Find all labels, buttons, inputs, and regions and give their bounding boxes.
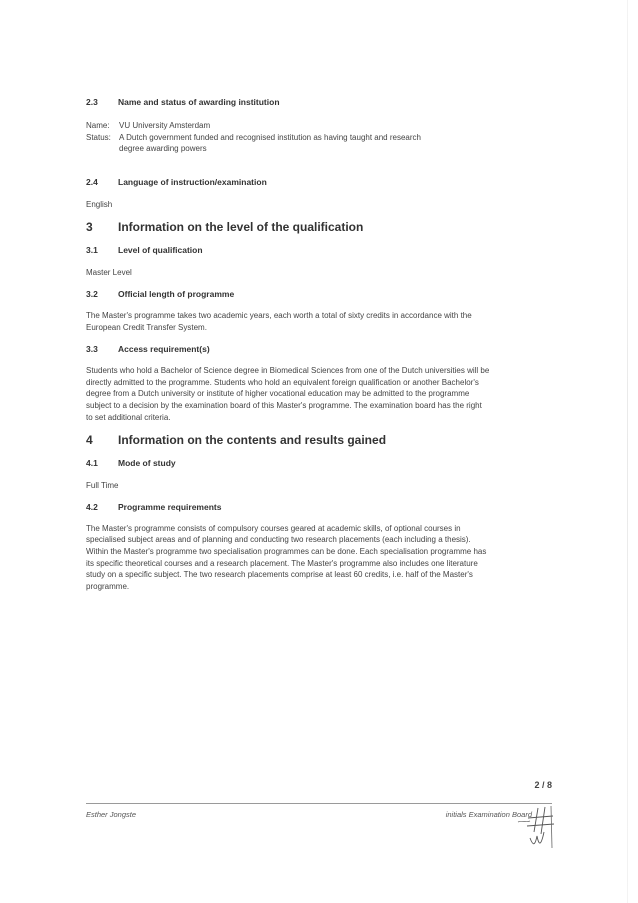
footer-initials-label: initials Examination Board <box>445 810 532 819</box>
paragraph-line: degree from a Dutch university or institute of higher vocational education may be admitted to the programme <box>86 389 470 399</box>
footer-author: Esther Jongste <box>86 810 137 819</box>
length-paragraph <box>86 310 556 333</box>
section-number: 3.3 <box>86 344 98 355</box>
section-title: Information on the contents and results gained <box>118 433 387 448</box>
section-number: 4.2 <box>86 501 98 512</box>
paragraph-line: Within the Master's programme two specialisation programmes can be done. Each specialisation programme has <box>86 546 487 556</box>
section-number: 3.2 <box>86 288 98 299</box>
paragraph-line: The Master's programme takes two academic years, each worth a total of sixty credits in accordance with the <box>86 310 472 320</box>
paragraph-line: European Credit Transfer System. <box>86 322 207 332</box>
paragraph-line: programme. <box>86 581 130 591</box>
institution-status-row <box>86 132 556 155</box>
paragraph-line: directly admitted to the programme. Students who hold an equivalent foreign qualification or another Bachelor's <box>86 377 479 387</box>
section-4-heading <box>86 433 556 447</box>
paragraph-line: The Master's programme consists of compulsory courses geared at academic skills, of optional courses in <box>86 523 461 533</box>
section-number: 2.3 <box>86 97 98 107</box>
section-3-1-heading <box>86 245 556 255</box>
section-title: Official length of programme <box>118 288 235 299</box>
section-title: Level of qualification <box>118 245 203 256</box>
footer-divider <box>86 803 552 804</box>
section-title: Programme requirements <box>118 501 222 512</box>
section-3-3-heading <box>86 344 556 354</box>
section-title: Mode of study <box>118 458 176 469</box>
section-3-2-heading <box>86 289 556 299</box>
section-2-3-heading <box>86 97 556 107</box>
section-number: 3.1 <box>86 245 98 256</box>
requirements-paragraph <box>86 523 556 593</box>
document-content <box>86 97 556 592</box>
paragraph-line: Students who hold a Bachelor of Science degree in Biomedical Sciences from one of the Dutch universities will be <box>86 366 490 376</box>
paragraph-line: specialised subject areas and of planning and conducting two research placements (each including a thesis). <box>86 535 471 545</box>
institution-name-row <box>86 120 556 132</box>
section-title: Access requirement(s) <box>118 344 210 355</box>
level-value: Master Level <box>86 268 132 278</box>
section-3-heading <box>86 220 556 234</box>
paragraph-line: to set additional criteria. <box>86 412 171 422</box>
section-number: 4.1 <box>86 458 98 469</box>
section-title: Language of instruction/examination <box>118 176 267 187</box>
status-line: A Dutch government funded and recognised institution as having taught and research <box>119 132 421 142</box>
name-value: VU University Amsterdam <box>119 121 211 130</box>
language-value: English <box>86 199 113 209</box>
status-value <box>119 132 556 155</box>
section-4-2-heading <box>86 502 556 512</box>
paragraph-line: its specific theoretical courses and a research placement. The Master's programme also includes one literature <box>86 558 478 568</box>
section-number: 2.4 <box>86 176 98 187</box>
status-label: Status: <box>86 132 111 142</box>
paragraph-line: study on a specific subject. The two research placements comprise at least 60 credits, i.e. half of the Master's <box>86 570 473 580</box>
access-paragraph <box>86 365 556 423</box>
section-number: 3 <box>86 220 93 235</box>
section-4-1-heading <box>86 458 556 468</box>
status-line: degree awarding powers <box>119 144 207 154</box>
page-number: 2 / 8 <box>534 780 552 790</box>
page-edge-shadow <box>627 0 628 903</box>
handwritten-initials-icon <box>508 802 566 852</box>
section-number: 4 <box>86 433 93 448</box>
paragraph-line: subject to a decision by the examination board of this Master's programme. The examination board has the right <box>86 400 482 410</box>
section-title: Name and status of awarding institution <box>118 97 280 107</box>
section-2-4-heading <box>86 177 556 187</box>
section-title: Information on the level of the qualification <box>118 220 364 235</box>
name-label: Name: <box>86 121 110 130</box>
mode-value: Full Time <box>86 481 119 491</box>
